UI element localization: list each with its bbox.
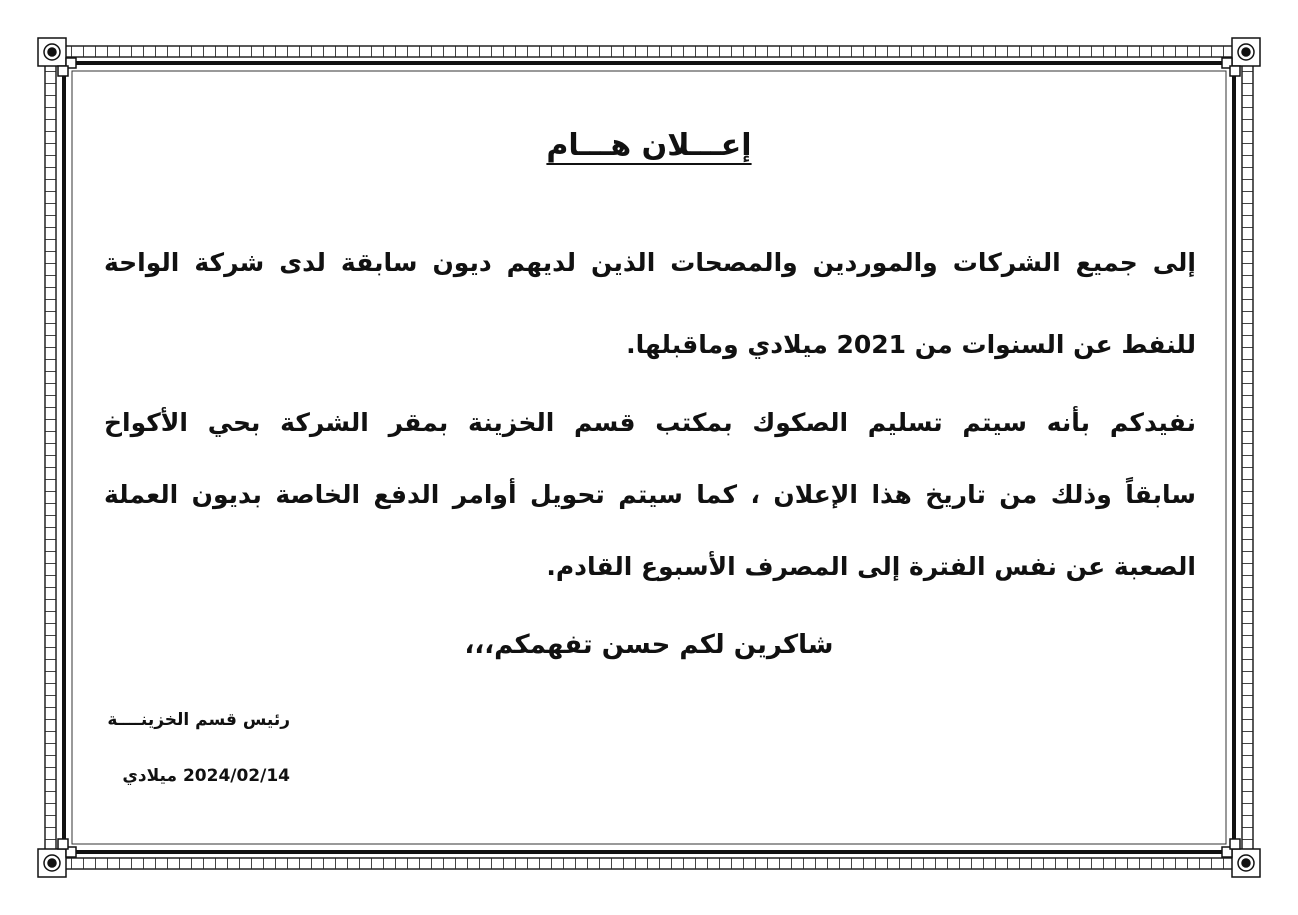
paragraph1-line2: للنفط عن السنوات من 2021 ميلادي وماقبلها. [626,330,1196,359]
paragraph2-line3: الصعبة عن نفس الفترة إلى المصرف الأسبوع القادم. [546,552,1196,581]
signer-date: 2024/02/14 ميلادي [122,766,290,786]
announcement-document [100,90,1198,830]
announcement-title: إعـــلان هـــام [546,128,752,163]
signer-title: رئيس قسم الخزينــــة [107,710,290,730]
paragraph2-line2: سابقاً وذلك من تاريخ هذا الإعلان ، كما سيتم تحويل أوامر الدفع الخاصة بديون العملة [104,480,1196,509]
closing-text: شاكرين لكم حسن تفهمكم،،، [464,630,834,660]
paragraph2-line1: نفيدكم بأنه سيتم تسليم الصكوك بمكتب قسم الخزينة بمقر الشركة بحي الأكواخ [104,408,1196,437]
paragraph1-line1: إلى جميع الشركات والموردين والمصحات الذين لديهم ديون سابقة لدى شركة الواحة [104,248,1196,277]
